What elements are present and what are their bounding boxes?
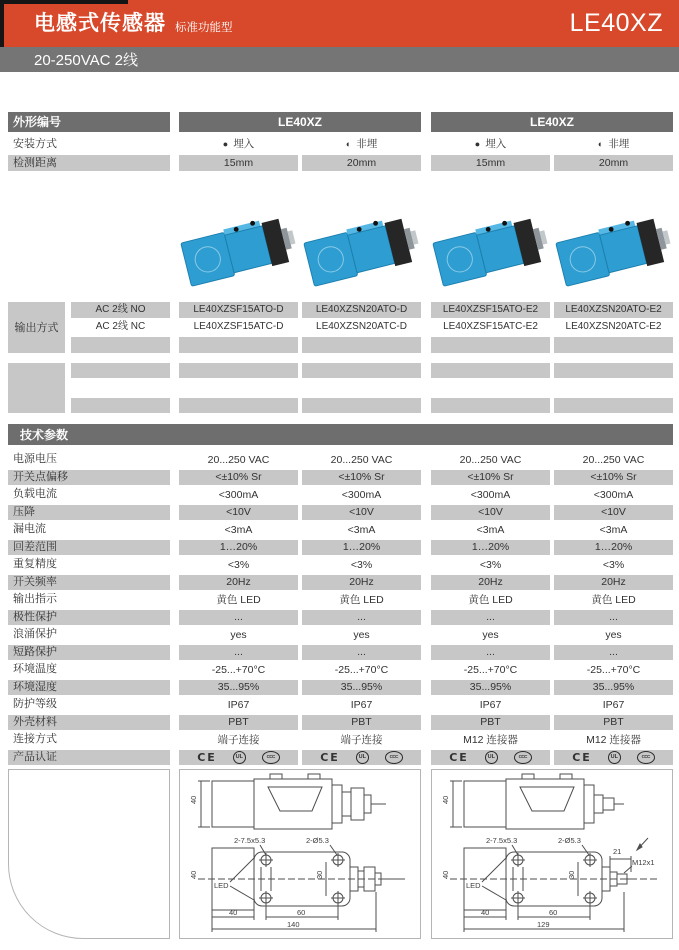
spare-row-white	[71, 380, 673, 396]
series-header-1: LE40XZ	[179, 112, 421, 132]
param-value: PBT	[431, 715, 550, 731]
dim-label: 40	[229, 908, 238, 917]
param-value: 20...250 VAC	[330, 453, 393, 466]
output-block	[8, 302, 673, 353]
nonflush-icon: ◐	[597, 138, 604, 149]
tech-row	[8, 575, 673, 591]
param-value: <3mA	[224, 523, 253, 536]
output-rows	[71, 302, 673, 353]
empty-cell	[554, 363, 673, 379]
dim-label: 129	[537, 920, 550, 929]
param-label: 开关频率	[8, 575, 170, 591]
param-label: 短路保护	[8, 645, 170, 661]
model-number: LE40XZSF15ATC-D	[193, 321, 284, 333]
dimension-drawing-m12	[431, 769, 673, 939]
cert-cell	[554, 750, 673, 766]
led-label: LED	[214, 881, 229, 890]
tech-row	[8, 522, 673, 538]
ul-mark-icon: UL	[485, 751, 498, 764]
spare-row	[71, 363, 673, 379]
param-value: 1…20%	[302, 540, 421, 556]
tech-row	[8, 557, 673, 573]
param-value: 1…20%	[431, 540, 550, 556]
param-value: 端子连接	[217, 733, 260, 746]
spare-rows	[71, 363, 673, 414]
product-photo	[554, 194, 673, 292]
param-value: IP67	[227, 698, 250, 711]
dim-label: 40	[189, 870, 198, 879]
param-value: PBT	[179, 715, 298, 731]
tech-row	[8, 627, 673, 643]
param-value: 35...95%	[179, 680, 298, 696]
param-label: 电源电压	[13, 453, 57, 466]
param-value: <10V	[179, 505, 298, 521]
param-value: 20...250 VAC	[207, 453, 270, 466]
empty-cell	[554, 398, 673, 414]
mount-text: 埋入	[233, 137, 255, 150]
tech-row	[8, 697, 673, 713]
nonflush-icon: ◐	[345, 138, 352, 149]
param-value: ...	[302, 610, 421, 626]
param-label: 压降	[8, 505, 170, 521]
param-label: 连接方式	[13, 733, 57, 746]
mount-cell	[431, 136, 550, 152]
series-header-2: LE40XZ	[431, 112, 673, 132]
param-value: <3%	[479, 558, 502, 571]
param-value: 20Hz	[431, 575, 550, 591]
shape-code-header: 外形编号	[8, 112, 170, 132]
mount-text: 非埋	[608, 137, 630, 150]
empty-cell	[431, 398, 550, 414]
dim-label: 2-Ø5.3	[306, 836, 329, 845]
ccc-mark-icon: CCC	[514, 751, 532, 764]
param-value: yes	[482, 628, 499, 641]
tech-row	[8, 505, 673, 521]
param-value: -25...+70°C	[334, 663, 389, 676]
ul-mark-icon: UL	[608, 751, 621, 764]
voltage-banner: 20-250VAC 2线	[0, 47, 679, 72]
dimension-drawing-terminal	[179, 769, 421, 939]
param-value: 20...250 VAC	[459, 453, 522, 466]
param-value: 35...95%	[554, 680, 673, 696]
tech-row	[8, 470, 673, 486]
dim-label: 30	[315, 870, 324, 879]
model-number: LE40XZSN20ATC-E2	[565, 321, 662, 333]
param-value: <3mA	[599, 523, 628, 536]
param-label: 重复精度	[13, 558, 57, 571]
mount-text: 埋入	[485, 137, 507, 150]
output-row-no	[71, 302, 673, 318]
distance-value: 15mm	[431, 155, 550, 171]
param-value: 黄色 LED	[468, 593, 513, 606]
param-value: ...	[302, 645, 421, 661]
output-type: AC 2线 NC	[95, 321, 146, 333]
ce-mark-icon: CE	[197, 750, 217, 764]
param-value: <10V	[302, 505, 421, 521]
tech-row	[8, 645, 673, 661]
tech-row	[8, 732, 673, 748]
param-value: 黄色 LED	[591, 593, 636, 606]
param-value: <±10% Sr	[431, 470, 550, 486]
tech-row	[8, 715, 673, 731]
dim-label: 40	[481, 908, 490, 917]
model-number: LE40XZSF15ATC-E2	[443, 321, 538, 333]
cert-cell	[179, 750, 298, 766]
param-value: <300mA	[218, 488, 259, 501]
dim-label: 40	[441, 795, 450, 804]
param-value: 20Hz	[302, 575, 421, 591]
output-label: 输出方式	[8, 302, 65, 353]
ce-mark-icon: CE	[572, 750, 592, 764]
tech-row	[8, 592, 673, 608]
distance-row	[8, 155, 673, 171]
empty-cell	[554, 337, 673, 353]
model-code: LE40XZ	[569, 9, 663, 37]
param-label: 输出指示	[13, 593, 57, 606]
param-value: IP67	[479, 698, 502, 711]
series-header-row	[8, 112, 673, 132]
dim-label: 30	[567, 870, 576, 879]
model-number: LE40XZSF15ATO-D	[179, 302, 298, 318]
dim-label: 21	[613, 847, 622, 856]
dim-label: 40	[441, 870, 450, 879]
flush-icon: ●	[222, 138, 229, 149]
tech-row	[8, 662, 673, 678]
param-value: ...	[554, 610, 673, 626]
photo-row	[8, 174, 673, 292]
param-value: yes	[605, 628, 622, 641]
model-number: LE40XZSN20ATO-D	[302, 302, 421, 318]
tech-row	[8, 487, 673, 503]
param-value: ...	[431, 610, 550, 626]
spare-label	[8, 363, 65, 414]
param-value: <±10% Sr	[179, 470, 298, 486]
certification-label: 产品认证	[8, 750, 170, 766]
output-row-nc	[71, 320, 673, 336]
tech-rows	[8, 452, 673, 748]
param-value: 35...95%	[431, 680, 550, 696]
decorative-rounded-box	[8, 769, 170, 939]
param-value: <10V	[431, 505, 550, 521]
param-label: 极性保护	[8, 610, 170, 626]
param-value: 35...95%	[302, 680, 421, 696]
param-value: 端子连接	[340, 733, 383, 746]
dim-label: 60	[549, 908, 558, 917]
page-subtitle: 标准功能型	[175, 22, 233, 34]
tech-row	[8, 540, 673, 556]
param-label: 回差范围	[8, 540, 170, 556]
param-value: -25...+70°C	[463, 663, 518, 676]
param-value: 20...250 VAC	[582, 453, 645, 466]
dim-label: 40	[189, 795, 198, 804]
mounting-row	[8, 136, 673, 152]
param-value: M12 连接器	[463, 733, 518, 746]
dim-label: 2-Ø5.3	[558, 836, 581, 845]
output-type: AC 2线 NO	[71, 302, 170, 318]
mount-cell	[554, 136, 673, 152]
ccc-mark-icon: CCC	[637, 751, 655, 764]
empty-cell	[431, 337, 550, 353]
tech-section-header: 技术参数	[8, 424, 673, 445]
cert-cell	[302, 750, 421, 766]
empty-cell	[179, 363, 298, 379]
empty-cell	[302, 337, 421, 353]
param-value: PBT	[554, 715, 673, 731]
product-photo	[302, 194, 421, 292]
param-value: 1…20%	[554, 540, 673, 556]
output-row-empty	[71, 337, 673, 353]
empty-cell	[179, 337, 298, 353]
led-label: LED	[466, 881, 481, 890]
mount-text: 非埋	[356, 137, 378, 150]
param-value: -25...+70°C	[586, 663, 641, 676]
param-value: M12 连接器	[586, 733, 641, 746]
param-value: yes	[353, 628, 370, 641]
param-value: IP67	[602, 698, 625, 711]
drawing-row	[8, 769, 673, 939]
empty-cell	[302, 363, 421, 379]
model-number: LE40XZSN20ATC-D	[316, 321, 407, 333]
tech-row	[8, 452, 673, 468]
param-value: 黄色 LED	[216, 593, 261, 606]
flush-icon: ●	[474, 138, 481, 149]
tech-row	[8, 680, 673, 696]
param-label: 环境温度	[13, 663, 57, 676]
dim-label: 2-7.5x5.3	[486, 836, 518, 845]
dim-label: 140	[287, 920, 300, 929]
spare-block	[8, 363, 673, 414]
param-value: 1…20%	[179, 540, 298, 556]
param-value: PBT	[302, 715, 421, 731]
certification-row	[8, 750, 673, 766]
param-label: 防护等级	[13, 698, 57, 711]
tech-row	[8, 610, 673, 626]
param-label: 漏电流	[13, 523, 46, 536]
param-value: 黄色 LED	[339, 593, 384, 606]
param-value: -25...+70°C	[211, 663, 266, 676]
page-header	[0, 0, 679, 47]
corner-accent-left	[0, 0, 4, 47]
ce-mark-icon: CE	[320, 750, 340, 764]
distance-value: 15mm	[179, 155, 298, 171]
cert-cell	[431, 750, 550, 766]
param-label: 浪涌保护	[13, 628, 57, 641]
ccc-mark-icon: CCC	[385, 751, 403, 764]
param-value: <3mA	[347, 523, 376, 536]
distance-label: 检测距离	[8, 155, 170, 171]
param-value: 20Hz	[179, 575, 298, 591]
param-value: ...	[179, 645, 298, 661]
empty-cell	[179, 398, 298, 414]
param-label: 环境湿度	[8, 680, 170, 696]
spare-row	[71, 398, 673, 414]
ul-mark-icon: UL	[356, 751, 369, 764]
ce-mark-icon: CE	[449, 750, 469, 764]
empty-cell	[431, 363, 550, 379]
param-value: ...	[179, 610, 298, 626]
empty-cell	[71, 363, 170, 379]
param-value: ...	[431, 645, 550, 661]
ccc-mark-icon: CCC	[262, 751, 280, 764]
param-value: <3mA	[476, 523, 505, 536]
param-value: <±10% Sr	[554, 470, 673, 486]
param-value: <±10% Sr	[302, 470, 421, 486]
param-value: <300mA	[341, 488, 382, 501]
corner-accent-top	[0, 0, 128, 4]
product-photo	[179, 194, 298, 292]
distance-value: 20mm	[302, 155, 421, 171]
param-label: 负载电流	[13, 488, 57, 501]
param-value: <3%	[602, 558, 625, 571]
param-label: 开关点偏移	[8, 470, 170, 486]
param-value: yes	[230, 628, 247, 641]
param-value: ...	[554, 645, 673, 661]
mount-cell	[179, 136, 298, 152]
ul-mark-icon: UL	[233, 751, 246, 764]
param-value: <10V	[554, 505, 673, 521]
param-value: <3%	[227, 558, 250, 571]
spec-table	[8, 112, 673, 939]
param-value: 20Hz	[554, 575, 673, 591]
distance-value: 20mm	[554, 155, 673, 171]
model-number: LE40XZSN20ATO-E2	[554, 302, 673, 318]
page-title: 电感式传感器	[34, 12, 166, 35]
dim-label: 60	[297, 908, 306, 917]
param-value: <300mA	[593, 488, 634, 501]
param-label: 外壳材料	[8, 715, 170, 731]
product-photo	[431, 194, 550, 292]
empty-cell	[71, 337, 170, 353]
param-value: <300mA	[470, 488, 511, 501]
dim-label: M12x1	[632, 858, 655, 867]
empty-cell	[302, 398, 421, 414]
param-value: IP67	[350, 698, 373, 711]
param-value: <3%	[350, 558, 373, 571]
empty-cell	[71, 398, 170, 414]
dim-label: 2-7.5x5.3	[234, 836, 266, 845]
mounting-label: 安装方式	[13, 137, 57, 150]
model-number: LE40XZSF15ATO-E2	[431, 302, 550, 318]
mount-cell	[302, 136, 421, 152]
